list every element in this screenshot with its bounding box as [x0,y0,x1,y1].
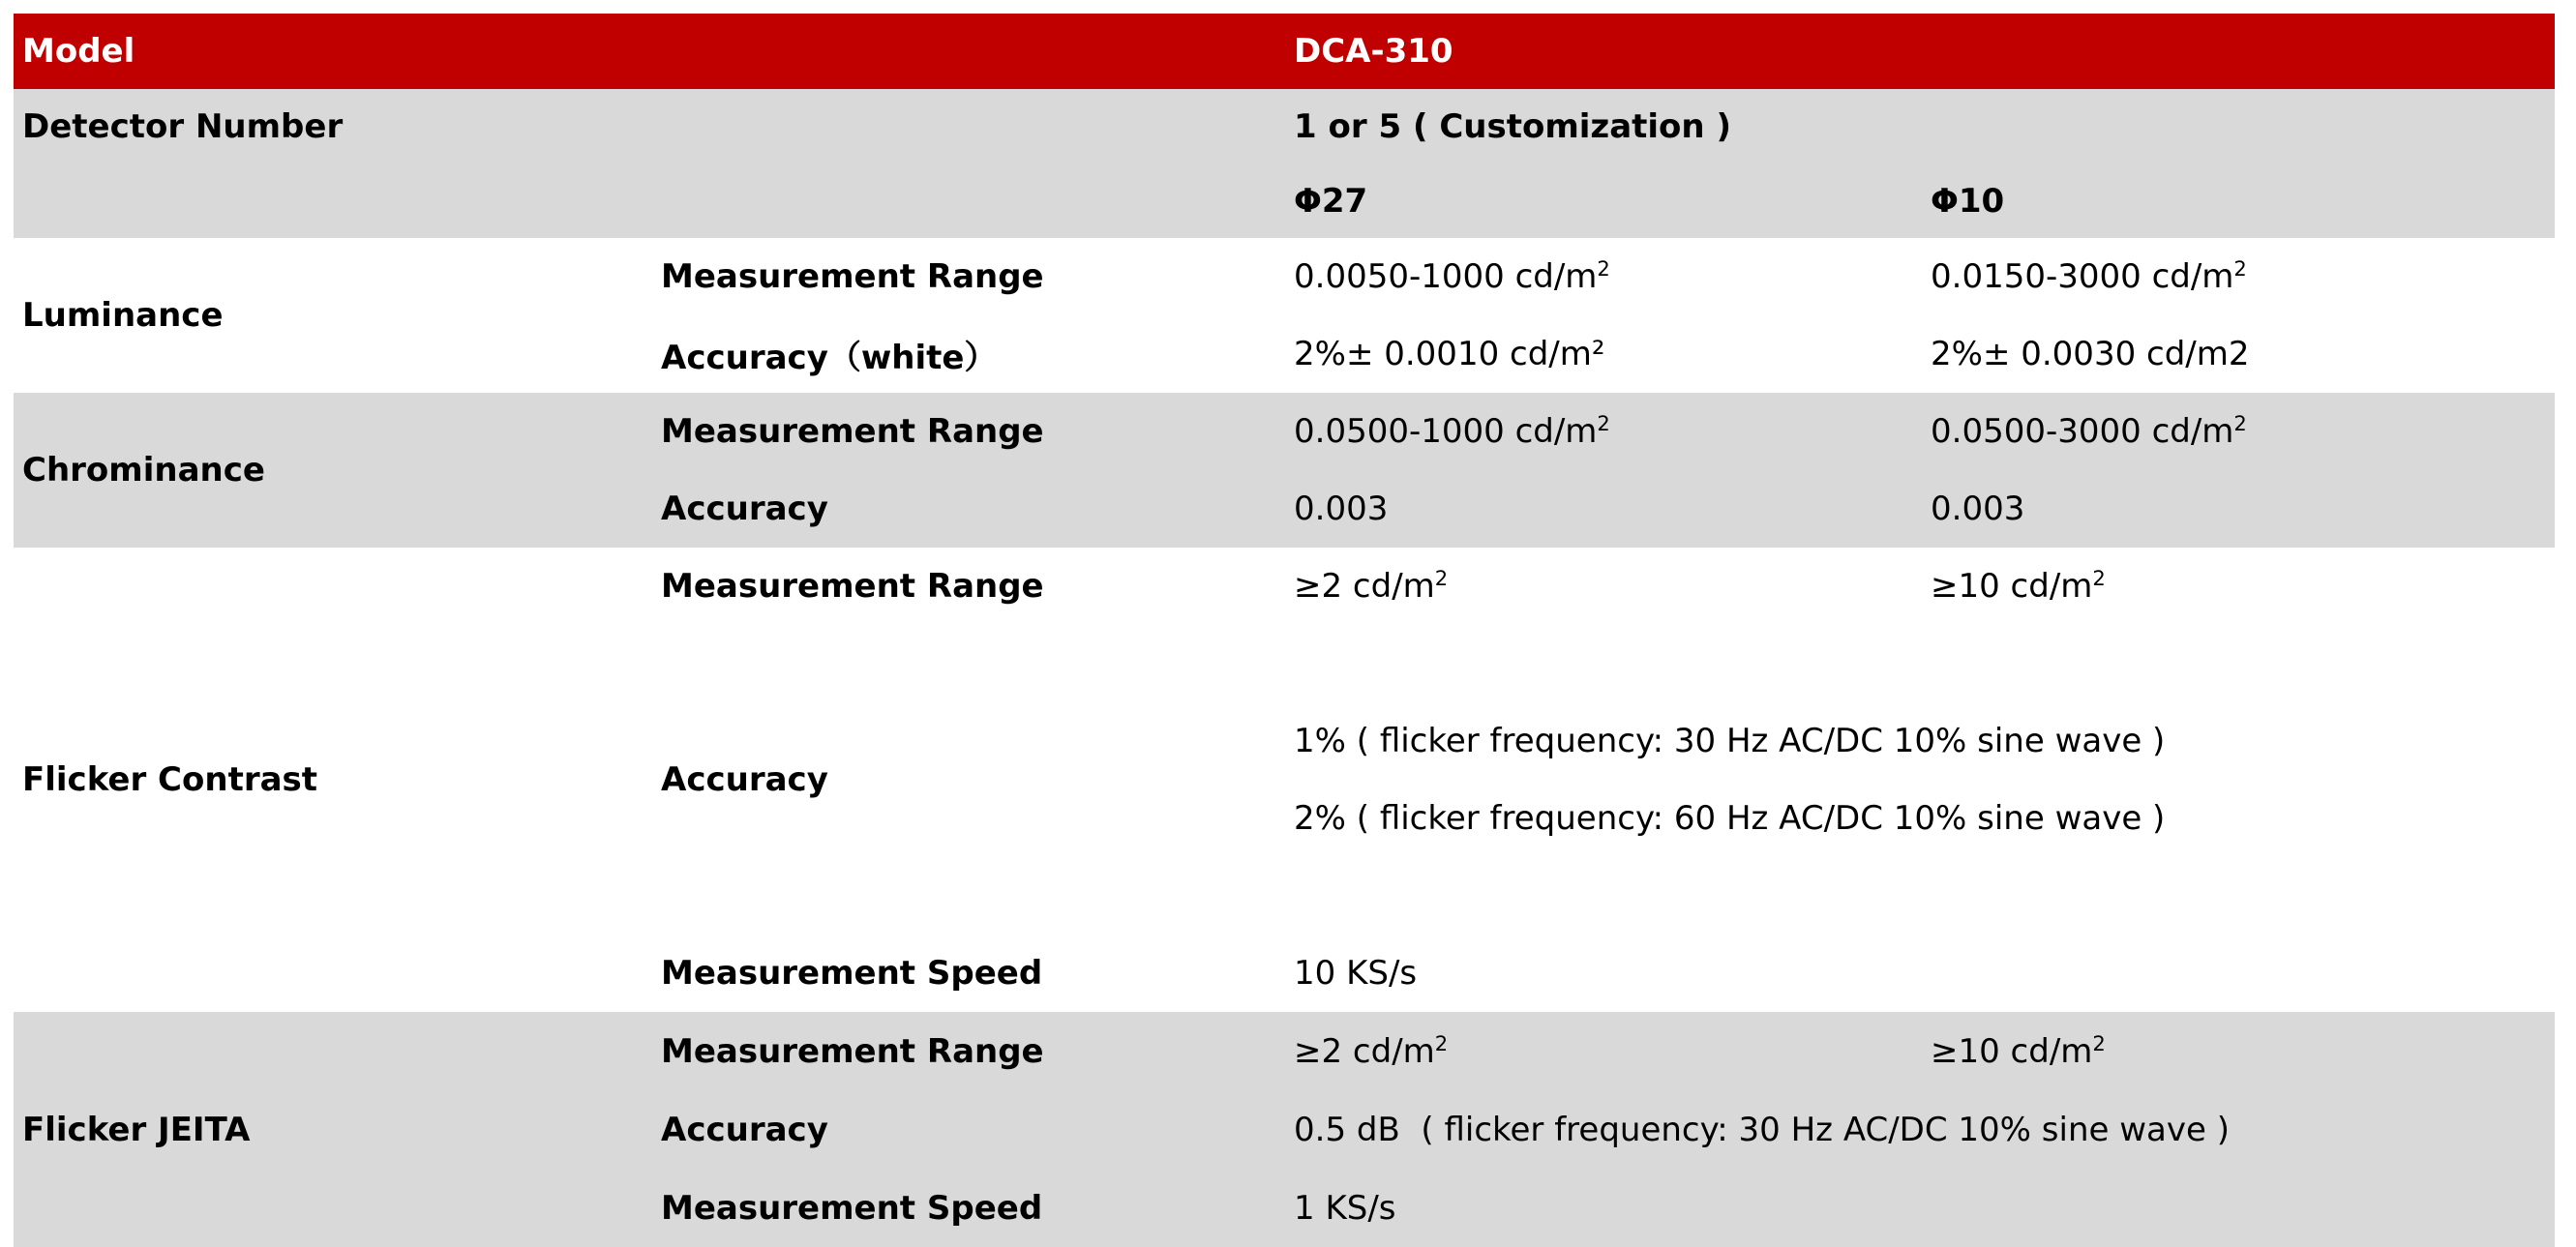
flicker-contrast-range-row [14,548,2555,625]
phi10-header-cell: Φ10 [1922,163,2555,238]
value-cell-span: 1 KS/s [1285,1169,2555,1247]
value-cell-phi27: 0.003 [1285,470,1922,548]
row-label-cell: Accuracy（white） [661,338,998,377]
flicker-jeita-range-row [14,1012,2555,1090]
spec-table [14,14,2555,1247]
row-label-cell: Measurement Range [652,1012,1285,1090]
spec-sheet [14,14,2555,1247]
luminance-range-row [14,238,2555,315]
row-label-cell: Measurement Range [661,567,1044,606]
value-cell-phi27: 0.0050-1000 $cd/m^2$ [1294,256,1610,296]
row-label-cell: Measurement Speed [661,954,1043,993]
aperture-header-row [14,163,2555,238]
phi27-header-cell: Φ27 [1285,163,1922,238]
value-cell-phi10: ≥10 $cd/m^2$ [1922,1012,2555,1090]
row-label-cell: Accuracy [652,1090,1285,1169]
value-cell-span [1285,625,2555,935]
value-cell-phi27: 2%± 0.0010 cd/m² [1294,335,1605,373]
value-cell-phi27: ≥2 $cd/m^2$ [1294,566,1449,606]
value-cell-phi10: 0.003 [1922,470,2555,548]
row-label-cell: Accuracy [652,470,1285,548]
accuracy-line-1: 1% ( flicker frequency: 30 Hz AC/DC 10% sine wave ) [1294,722,2166,760]
detector-value-cell: 1 or 5 ( Customization ) [1285,89,2555,163]
row-label-cell: Measurement Range [661,257,1044,296]
row-label-cell: Measurement Speed [652,1169,1285,1247]
detector-row [14,89,2555,163]
value-cell-phi10: ≥10 $cd/m^2$ [1931,566,2106,606]
value-cell-phi27: 0.0500-1000 $cd/m^2$ [1285,393,1922,470]
section-label-chrominance: Chrominance [14,393,652,548]
row-label-cell: Measurement Range [652,393,1285,470]
model-value-cell: DCA-310 [1285,14,2555,89]
value-cell-phi10: 0.0150-3000 $cd/m^2$ [1931,256,2247,296]
header-row [14,14,2555,89]
value-cell-phi27: ≥2 $cd/m^2$ [1285,1012,1922,1090]
value-cell-span: 10 KS/s [1294,954,1418,993]
section-label-flicker-contrast: Flicker Contrast [22,760,318,799]
chrominance-range-row [14,393,2555,470]
value-cell-phi10: 0.0500-3000 $cd/m^2$ [1922,393,2555,470]
section-label-flicker-jeita: Flicker JEITA [14,1012,652,1247]
accuracy-line-2: 2% ( flicker frequency: 60 Hz AC/DC 10% sine wave ) [1294,799,2166,838]
value-cell-span: 0.5 dB ( flicker frequency: 30 Hz AC/DC 10% sine wave ) [1285,1090,2555,1169]
value-cell-phi10: 2%± 0.0030 cd/m2 [1931,335,2250,373]
model-label-cell: Model [14,14,1285,89]
aperture-spacer-cell [14,163,1285,238]
row-label-cell: Accuracy [661,760,828,799]
section-label-luminance: Luminance [22,296,224,335]
detector-label-cell: Detector Number [14,89,1285,163]
